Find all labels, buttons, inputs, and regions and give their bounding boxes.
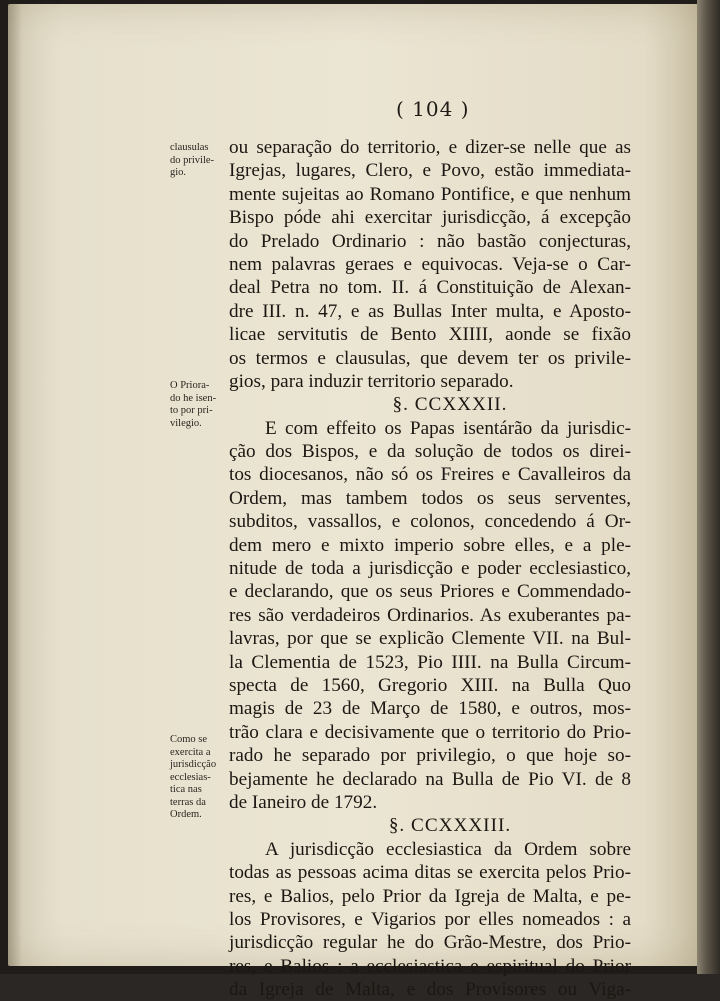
text-line: bejamente he declarado na Bulla de Pio VI. de 8 <box>229 768 631 790</box>
text-line: nem palavras geraes e equivocas. Veja-se o Car- <box>229 253 631 275</box>
text-line: A jurisdicção ecclesiastica da Ordem sobre <box>265 838 631 860</box>
text-line: ou separação do territorio, e dizer-se nelle que as <box>229 137 631 158</box>
text-line: la Clementia de 1523, Pio IIII. na Bulla Circum- <box>229 651 631 673</box>
text-line: os termos e clausulas, que devem ter os privile- <box>229 347 631 369</box>
text-line: specta de 1560, Gregorio XIII. na Bulla Quo <box>229 674 631 696</box>
margin-note-jurisdiccao: Como se exercita a jurisdicção ecclesias- tica nas terras da Ordem. <box>170 734 217 820</box>
text-line: todas as pessoas acima ditas se exercita pelos Prio- <box>229 862 631 884</box>
page-edge <box>697 0 720 974</box>
text-line: E com effeito os Papas isentárão da jurisdic- <box>265 417 631 439</box>
text-line: dre III. n. 47, e as Bullas Inter multa, e Aposto- <box>229 300 631 322</box>
text-line: gios, para induzir territorio separado. <box>229 370 514 392</box>
text-line: trão clara e decisivamente que o territorio do Prio- <box>229 721 631 743</box>
margin-note-priorado: O Priora- do he isen- to por pri- vilegio. <box>170 380 217 429</box>
text-line: e declarando, que os seus Priores e Commendado- <box>229 581 631 603</box>
text-line: Bispo póde ahi exercitar jurisdicção, á excepção <box>229 207 631 229</box>
text-line: res, e Balios : a ecclesiastica e espiritual do Prior <box>229 955 631 977</box>
margin-note-clausulas: clausulas do privile- gio. <box>170 142 215 178</box>
gutter-shadow <box>8 4 22 966</box>
text-line: lavras, por que se explicão Clemente VII. na Bul- <box>229 628 631 650</box>
text-line: subditos, vassallos, e colonos, concedendo á Or- <box>229 511 631 533</box>
text-line: de Ianeiro de 1792. <box>229 791 378 813</box>
text-line: deal Petra no tom. II. á Constituição de Alexan- <box>229 277 631 299</box>
text-line: do Prelado Ordinario : não bastão conjecturas, <box>229 230 631 252</box>
text-line: res são verdadeiros Ordinarios. As exuberantes pa- <box>229 604 631 626</box>
text-line: da Igreja de Malta, e dos Provisores ou Viga- <box>229 979 631 1001</box>
section-heading: §. CCXXXIII. <box>388 815 512 837</box>
text-line: jurisdicção regular he do Grão-Mestre, dos Prio- <box>229 932 631 954</box>
text-line: nitude de toda a jurisdicção e poder ecclesiastico, <box>229 558 631 580</box>
page-number: ( 104 ) <box>396 97 470 121</box>
body-text <box>229 136 631 1001</box>
text-line: mente sujeitas ao Romano Pontifice, e que nenhum <box>229 183 631 205</box>
text-line: dem mero e mixto imperio sobre elles, e a ple- <box>229 534 631 556</box>
text-line: res, e Balios, pelo Prior da Igreja de Malta, e pe- <box>229 885 631 907</box>
text-line: Ordem, mas tambem todos os seus serventes, <box>229 487 631 509</box>
text-line: licae servitutis de Bento XIIII, aonde se fixão <box>229 324 631 346</box>
section-heading: §. CCXXXII. <box>392 394 508 416</box>
text-line: los Provisores, e Vigarios por elles nomeados : a <box>229 908 631 930</box>
text-line: ção dos Bispos, e da solução de todos os direi- <box>229 441 631 463</box>
text-line: Igrejas, lugares, Clero, e Povo, estão immediata- <box>229 160 631 182</box>
text-line: magis de 23 de Março de 1580, e outros, mos- <box>229 698 631 720</box>
text-line: rado he separado por privilegio, o que hoje so- <box>229 745 631 767</box>
text-line: tos diocesanos, não só os Freires e Cavalleiros da <box>229 464 631 486</box>
